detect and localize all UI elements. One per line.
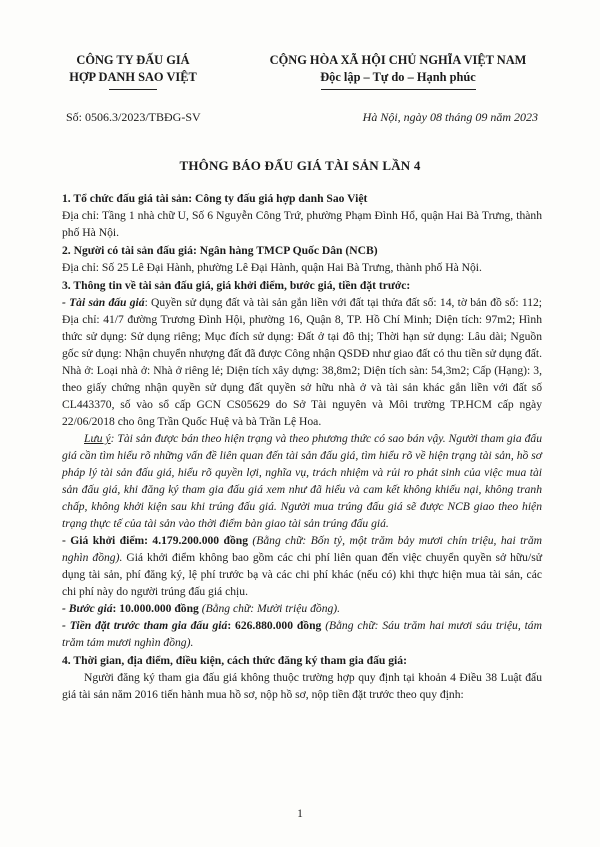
step-words: (Bằng chữ: Mười triệu đồng). <box>198 602 341 615</box>
asset-label: - Tài sản đấu giá <box>62 296 145 309</box>
step-value: : 10.000.000 đồng <box>112 602 199 615</box>
section2-heading: 2. Người có tài sản đấu giá: Ngân hàng TMCP Quốc Dân (NCB) <box>62 244 378 257</box>
deposit-words: (Bằng chữ: Sáu trăm hai mươi sáu triệu, tám trăm tám mươi nghìn đồng). <box>62 619 542 649</box>
deposit-label: - Tiền đặt trước tham gia đấu giá <box>62 619 228 632</box>
national-header <box>248 52 548 90</box>
place-date: Hà Nội, ngày 08 tháng 09 năm 2023 <box>362 110 538 124</box>
section1-address: Địa chỉ: Tầng 1 nhà chữ U, Số 6 Nguyễn Công Trứ, phường Phạm Đình Hổ, quận Hai Bà Trưng, thành phố Hà Nội. <box>62 209 542 239</box>
start-price-label: - Giá khởi điểm: 4.179.200.000 đồng <box>62 534 248 547</box>
start-price-paragraph <box>62 532 542 600</box>
start-price-text: Giá khởi điểm không bao gồm các chi phí liên quan đến việc chuyển quyền sở hữu/sử dụng tài sản, phí đăng ký, lệ phí trước bạ và các chi phí khác (nếu có) khi thực hiện mua tài sản, các chi phí này do người trúng đấu giá chịu. <box>62 551 542 598</box>
document-title: THÔNG BÁO ĐẤU GIÁ TÀI SẢN LẦN 4 <box>179 158 421 173</box>
step-label: - Bước giá <box>62 602 113 615</box>
section2-address: Địa chỉ: Số 25 Lê Đại Hành, phường Lê Đại Hành, quận Hai Bà Trưng, thành phố Hà Nội. <box>62 261 482 274</box>
deposit-value: : 626.880.000 đồng <box>227 619 322 632</box>
section1-heading: 1. Tổ chức đấu giá tài sản: Công ty đấu giá hợp danh Sao Việt <box>62 192 368 205</box>
motto-underline <box>321 89 476 90</box>
nation-title: CỘNG HÒA XÃ HỘI CHỦ NGHĨA VIỆT NAM <box>269 53 527 67</box>
section4-heading: 4. Thời gian, địa điểm, điều kiện, cách thức đăng ký tham gia đấu giá: <box>62 654 407 667</box>
asset-text: : Quyền sử dụng đất và tài sản gắn liền với đất tại thửa đất số: 14, tờ bản đồ số: 112; Địa chỉ: 41/7 đường Trương Đình Hội, phường 16, Quận 8, TP. Hồ Chí Minh; Diện tích: 97m2; Hình thức sử dụng: Sử dụng riêng; Mục đích sử dụng: Đất ở tại đô thị; Thời hạn sử dụng: Lâu dài; Nguồn gốc sử dụng: Nhận chuyển nhượng đất đã được Công nhận QSDĐ như giao đất có thu tiền sử dụng đất. Nhà ở: Loại nhà ở: Nhà ở riêng lẻ; Diện tích xây dựng: 38,8m2; Diện tích sàn: 54,3m2; Cấp (Hạng): 3, theo giấy chứng nhận quyền sử dụng đất quyền sở hữu nhà ở và tài sản khác gắn liền với đất số CL443370, số vào sổ cấp GCN CS05629 do Sở Tài nguyên và Môi trường TP.HCM cấp ngày 22/06/2018 cho ông Trần Quốc Huệ và bà Trần Lệ Hoa. <box>62 296 543 428</box>
section3-heading: 3. Thông tin về tài sản đấu giá, giá khởi điểm, bước giá, tiền đặt trước: <box>62 279 411 292</box>
section4-text: Người đăng ký tham gia đấu giá không thuộc trường hợp quy định tại khoản 4 Điều 38 Luật đấu giá tài sản năm 2016 tiến hành mua hồ sơ, nộp hồ sơ, nộp tiền đặt trước theo quy định: <box>62 671 542 701</box>
document-number: Số: 0506.3/2023/TBĐG-SV <box>66 110 201 124</box>
note-label: Lưu ý <box>84 432 111 445</box>
deposit-paragraph <box>62 617 542 651</box>
org-underline <box>109 89 157 90</box>
note-paragraph <box>62 430 542 532</box>
asset-paragraph <box>62 294 542 430</box>
org-name-line1: CÔNG TY ĐẤU GIÁ <box>76 53 190 67</box>
step-paragraph <box>62 600 542 617</box>
org-name-line2: HỢP DANH SAO VIỆT <box>69 70 197 84</box>
nation-motto: Độc lập – Tự do – Hạnh phúc <box>320 70 476 84</box>
start-price-words: (Bằng chữ: Bốn tỷ, một trăm bảy mươi chín triệu, hai trăm nghìn đồng). <box>62 534 542 564</box>
document-body <box>62 189 542 703</box>
note-text: : Tài sản được bán theo hiện trạng và theo phương thức có sao bán vậy. Người tham gia đấu giá cần tìm hiểu rõ những vấn đề liên quan đến tài sản đấu giá, tìm hiểu rõ về hiện trạng tài sản, hồ sơ pháp lý tài sản đấu giá, hiểu rõ quyền lợi, nghĩa vụ, trách nhiệm và rủi ro phát sinh của việc mua tài sản đấu giá, khi đăng ký tham gia đấu giá xem như đã hiểu và cam kết không khiếu nại, không tranh chấp, không khởi kiện sau khi trúng đấu giá. Người mua trúng đấu giá sẽ được NCB giao theo hiện trạng thực tế của tài sản vào thời điểm bàn giao tài sản trúng đấu giá. <box>62 432 542 530</box>
page-number: 1 <box>297 808 303 820</box>
organization-header <box>58 52 208 90</box>
